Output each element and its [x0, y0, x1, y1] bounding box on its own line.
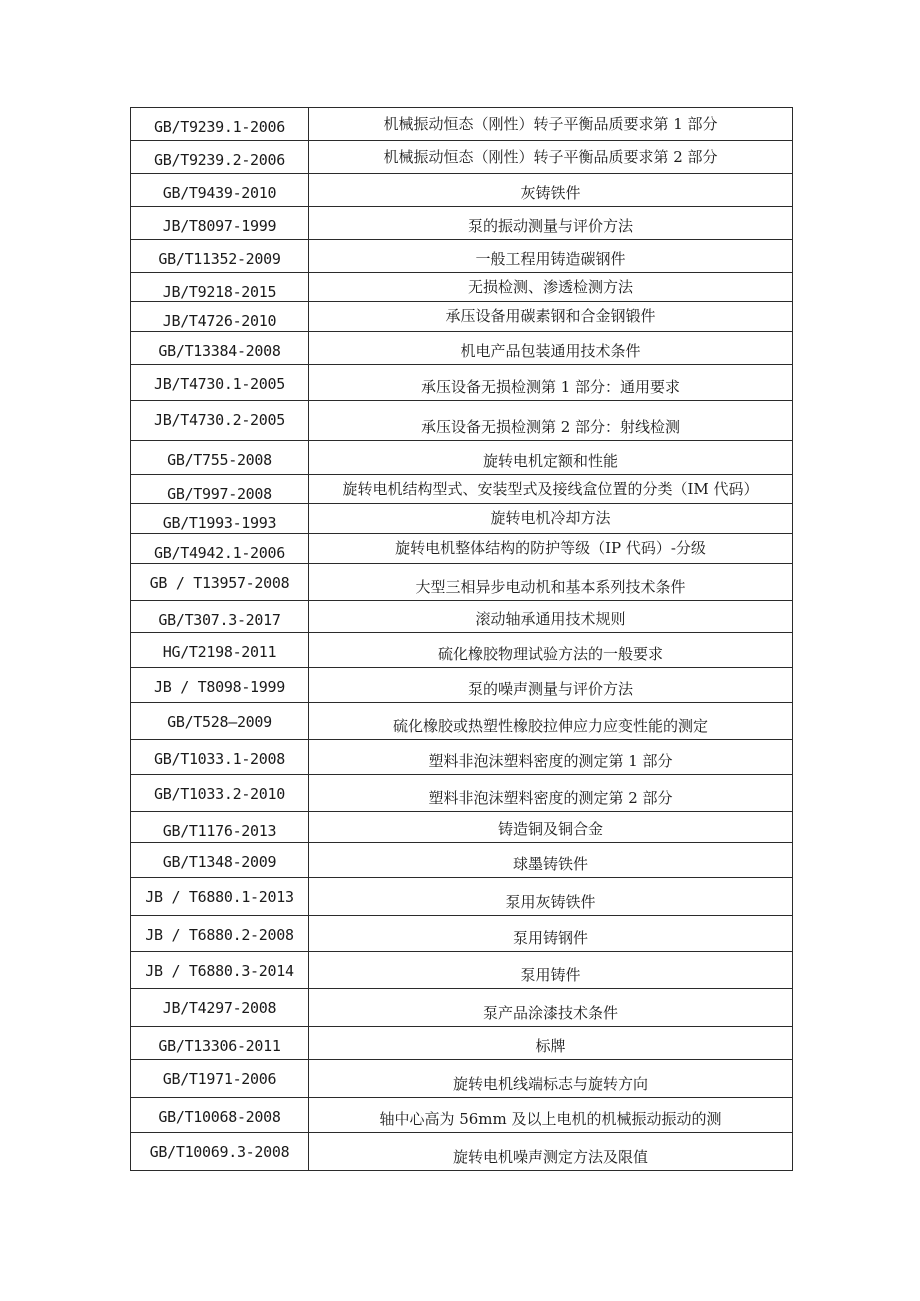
standard-code-cell: GB/T755-2008 — [131, 441, 309, 475]
table-row — [131, 843, 793, 878]
standard-title-cell: 机械振动恒态（刚性）转子平衡品质要求第 1 部分 — [309, 108, 793, 141]
table-row — [131, 878, 793, 916]
standard-code-cell: GB/T1033.1-2008 — [131, 740, 309, 775]
standard-code-cell: JB / T6880.3-2014 — [131, 952, 309, 989]
standard-code-cell: GB/T307.3-2017 — [131, 601, 309, 633]
standard-code-cell: JB / T6880.2-2008 — [131, 916, 309, 952]
standard-code-cell: GB/T997-2008 — [131, 475, 309, 504]
standard-code-cell: JB/T4297-2008 — [131, 989, 309, 1027]
table-row — [131, 534, 793, 564]
standard-title-cell: 旋转电机冷却方法 — [309, 504, 793, 534]
standard-title-cell: 机械振动恒态（刚性）转子平衡品质要求第 2 部分 — [309, 141, 793, 174]
standard-title-cell: 塑料非泡沫塑料密度的测定第 1 部分 — [309, 740, 793, 775]
table-row — [131, 601, 793, 633]
table-row — [131, 1027, 793, 1060]
standard-title-cell: 泵用铸件 — [309, 952, 793, 989]
table-row — [131, 302, 793, 332]
standards-table-body — [131, 108, 793, 1171]
standard-code-cell: GB/T9439-2010 — [131, 174, 309, 207]
standard-code-cell: GB/T11352-2009 — [131, 240, 309, 273]
standard-title-cell: 泵用铸钢件 — [309, 916, 793, 952]
standards-table — [130, 107, 793, 1171]
table-row — [131, 775, 793, 812]
standard-title-cell: 旋转电机整体结构的防护等级（IP 代码）-分级 — [309, 534, 793, 564]
table-row — [131, 332, 793, 365]
standard-code-cell: JB/T9218-2015 — [131, 273, 309, 302]
table-row — [131, 703, 793, 740]
table-row — [131, 401, 793, 441]
standard-code-cell: GB/T1348-2009 — [131, 843, 309, 878]
standard-code-cell: GB/T13306-2011 — [131, 1027, 309, 1060]
standard-title-cell: 塑料非泡沫塑料密度的测定第 2 部分 — [309, 775, 793, 812]
table-row — [131, 916, 793, 952]
standard-code-cell: GB/T1176-2013 — [131, 812, 309, 843]
table-row — [131, 174, 793, 207]
standard-code-cell: HG/T2198-2011 — [131, 633, 309, 668]
standard-code-cell: GB/T1993-1993 — [131, 504, 309, 534]
standard-title-cell: 铸造铜及铜合金 — [309, 812, 793, 843]
standard-title-cell: 旋转电机结构型式、安装型式及接线盒位置的分类（IM 代码） — [309, 475, 793, 504]
standard-title-cell: 球墨铸铁件 — [309, 843, 793, 878]
standard-title-cell: 泵的噪声测量与评价方法 — [309, 668, 793, 703]
standard-code-cell: GB/T10069.3-2008 — [131, 1133, 309, 1171]
table-row — [131, 564, 793, 601]
standard-title-cell: 旋转电机噪声测定方法及限值 — [309, 1133, 793, 1171]
standard-code-cell: JB / T8098-1999 — [131, 668, 309, 703]
table-row — [131, 504, 793, 534]
standard-code-cell: JB/T8097-1999 — [131, 207, 309, 240]
table-row — [131, 812, 793, 843]
standard-title-cell: 大型三相异步电动机和基本系列技术条件 — [309, 564, 793, 601]
standard-code-cell: GB/T528—2009 — [131, 703, 309, 740]
standard-code-cell: JB/T4730.1-2005 — [131, 365, 309, 401]
table-row — [131, 668, 793, 703]
table-row — [131, 1060, 793, 1098]
standard-code-cell: JB/T4730.2-2005 — [131, 401, 309, 441]
standard-title-cell: 灰铸铁件 — [309, 174, 793, 207]
standard-title-cell: 标牌 — [309, 1027, 793, 1060]
table-row — [131, 475, 793, 504]
table-row — [131, 365, 793, 401]
standard-title-cell: 旋转电机定额和性能 — [309, 441, 793, 475]
table-row — [131, 633, 793, 668]
standard-title-cell: 硫化橡胶或热塑性橡胶拉伸应力应变性能的测定 — [309, 703, 793, 740]
standard-title-cell: 承压设备无损检测第 2 部分：射线检测 — [309, 401, 793, 441]
standard-title-cell: 机电产品包装通用技术条件 — [309, 332, 793, 365]
standard-code-cell: GB/T9239.1-2006 — [131, 108, 309, 141]
table-row — [131, 1133, 793, 1171]
standard-code-cell: GB/T4942.1-2006 — [131, 534, 309, 564]
standard-title-cell: 滚动轴承通用技术规则 — [309, 601, 793, 633]
table-row — [131, 952, 793, 989]
table-row — [131, 141, 793, 174]
table-row — [131, 273, 793, 302]
standard-title-cell: 承压设备用碳素钢和合金钢锻件 — [309, 302, 793, 332]
table-row — [131, 740, 793, 775]
standard-code-cell: GB / T13957-2008 — [131, 564, 309, 601]
standard-title-cell: 泵的振动测量与评价方法 — [309, 207, 793, 240]
standard-title-cell: 旋转电机线端标志与旋转方向 — [309, 1060, 793, 1098]
standard-code-cell: JB / T6880.1-2013 — [131, 878, 309, 916]
standard-code-cell: JB/T4726-2010 — [131, 302, 309, 332]
table-row — [131, 441, 793, 475]
standard-title-cell: 泵用灰铸铁件 — [309, 878, 793, 916]
standard-title-cell: 泵产品涂漆技术条件 — [309, 989, 793, 1027]
standard-code-cell: GB/T9239.2-2006 — [131, 141, 309, 174]
table-row — [131, 989, 793, 1027]
standard-code-cell: GB/T1033.2-2010 — [131, 775, 309, 812]
standard-title-cell: 一般工程用铸造碳钢件 — [309, 240, 793, 273]
standard-title-cell: 轴中心高为 56mm 及以上电机的机械振动振动的测 — [309, 1098, 793, 1133]
standard-code-cell: GB/T1971-2006 — [131, 1060, 309, 1098]
standard-title-cell: 承压设备无损检测第 1 部分：通用要求 — [309, 365, 793, 401]
table-row — [131, 108, 793, 141]
standard-title-cell: 无损检测、渗透检测方法 — [309, 273, 793, 302]
standard-code-cell: GB/T13384-2008 — [131, 332, 309, 365]
table-row — [131, 240, 793, 273]
table-row — [131, 207, 793, 240]
table-row — [131, 1098, 793, 1133]
standard-code-cell: GB/T10068-2008 — [131, 1098, 309, 1133]
standard-title-cell: 硫化橡胶物理试验方法的一般要求 — [309, 633, 793, 668]
